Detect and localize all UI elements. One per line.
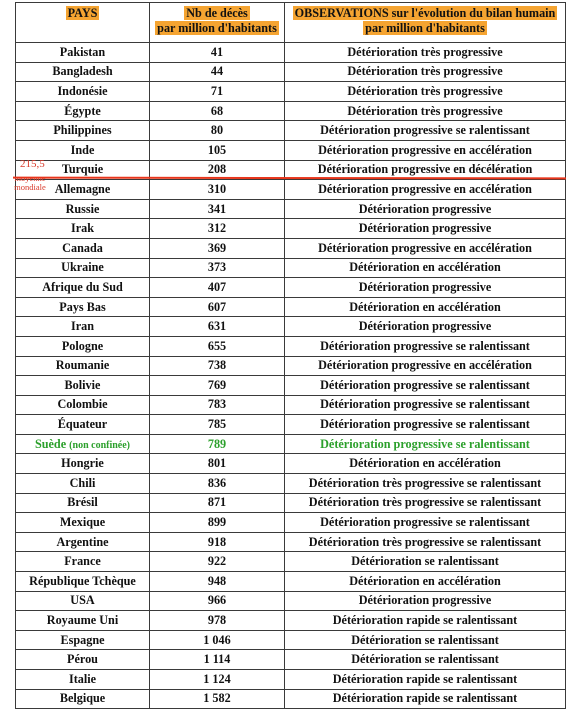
- deaths-cell: 978: [150, 611, 285, 631]
- deaths-cell: 407: [150, 278, 285, 298]
- world-average-value: 215,5: [20, 158, 45, 170]
- country-name: Colombie: [57, 397, 108, 412]
- table-row: [16, 140, 566, 160]
- deaths-cell: 769: [150, 376, 285, 396]
- table-row: [16, 611, 566, 631]
- country-name: Roumanie: [55, 358, 110, 373]
- header-obs-line2: par million d'habitants: [365, 21, 485, 35]
- country-name: Équateur: [57, 417, 108, 432]
- country-name: Espagne: [60, 632, 105, 647]
- country-cell: [16, 395, 150, 415]
- country-cell: [16, 258, 150, 278]
- deaths-cell: 1 114: [150, 650, 285, 670]
- table-row: [16, 670, 566, 690]
- deaths-cell: 871: [150, 493, 285, 513]
- observation-cell: Détérioration progressive en accélération: [285, 140, 566, 160]
- table-row: [16, 434, 566, 454]
- country-cell: [16, 356, 150, 376]
- observation-cell: Détérioration progressive se ralentissant: [285, 336, 566, 356]
- country-cell: [16, 199, 150, 219]
- deaths-cell: 71: [150, 82, 285, 102]
- country-name: Suède: [34, 436, 67, 451]
- country-cell: [16, 591, 150, 611]
- table-row: [16, 630, 566, 650]
- observation-cell: Détérioration progressive: [285, 219, 566, 239]
- table-row: [16, 513, 566, 533]
- country-name: Afrique du Sud: [42, 279, 123, 294]
- deaths-cell: 1 582: [150, 689, 285, 709]
- country-name: Pays Bas: [59, 299, 106, 314]
- country-name: Indonésie: [57, 83, 108, 98]
- country-cell: [16, 513, 150, 533]
- observation-cell: Détérioration en accélération: [285, 572, 566, 592]
- country-name: Pakistan: [59, 44, 106, 59]
- deaths-cell: 785: [150, 415, 285, 435]
- header-deaths-line2: par million d'habitants: [157, 21, 277, 35]
- deaths-cell: 738: [150, 356, 285, 376]
- deaths-cell: 208: [150, 160, 285, 180]
- observation-cell: Détérioration progressive: [285, 278, 566, 298]
- country-name: Bangladesh: [52, 64, 113, 79]
- country-name: Canada: [62, 240, 103, 255]
- observation-cell: Détérioration progressive: [285, 317, 566, 337]
- deaths-cell: 801: [150, 454, 285, 474]
- country-cell: [16, 493, 150, 513]
- deaths-cell: 948: [150, 572, 285, 592]
- country-cell: [16, 689, 150, 709]
- table-row: [16, 552, 566, 572]
- observation-cell: Détérioration progressive en décélération: [285, 160, 566, 180]
- observation-cell: Détérioration progressive se ralentissant: [285, 376, 566, 396]
- country-name: Allemagne: [54, 181, 111, 196]
- country-name: Irak: [70, 221, 95, 236]
- observation-cell: Détérioration en accélération: [285, 454, 566, 474]
- table-row: [16, 356, 566, 376]
- observation-cell: Détérioration progressive se ralentissant: [285, 415, 566, 435]
- deaths-table: [15, 2, 566, 709]
- country-cell: [16, 278, 150, 298]
- table-body: [16, 43, 566, 709]
- country-name: USA: [70, 593, 95, 608]
- country-name: Philippines: [53, 123, 112, 138]
- observation-cell: Détérioration très progressive: [285, 43, 566, 63]
- deaths-cell: 631: [150, 317, 285, 337]
- country-cell: [16, 611, 150, 631]
- country-cell: [16, 434, 150, 454]
- deaths-cell: 68: [150, 101, 285, 121]
- country-name: Russie: [65, 201, 100, 216]
- country-cell: [16, 82, 150, 102]
- table-row: [16, 591, 566, 611]
- deaths-cell: 341: [150, 199, 285, 219]
- table-row: [16, 297, 566, 317]
- table-row: [16, 199, 566, 219]
- table-row: [16, 493, 566, 513]
- table-row: [16, 336, 566, 356]
- country-name: Royaume Uni: [46, 613, 119, 628]
- table-row: [16, 82, 566, 102]
- deaths-cell: 41: [150, 43, 285, 63]
- table-row: [16, 395, 566, 415]
- observation-cell: Détérioration se ralentissant: [285, 552, 566, 572]
- table-row: [16, 317, 566, 337]
- deaths-cell: 918: [150, 532, 285, 552]
- header-obs-line1: OBSERVATIONS sur l'évolution du bilan humain: [294, 6, 556, 20]
- deaths-cell: 1 046: [150, 630, 285, 650]
- country-cell: [16, 474, 150, 494]
- observation-cell: Détérioration très progressive: [285, 82, 566, 102]
- header-deaths-line1: Nb de décès: [186, 6, 248, 20]
- deaths-cell: 44: [150, 62, 285, 82]
- observation-cell: Détérioration se ralentissant: [285, 650, 566, 670]
- world-average-label-line2: mondiale: [14, 182, 46, 192]
- country-cell: [16, 454, 150, 474]
- country-name: Mexique: [59, 515, 106, 530]
- country-name: Brésil: [67, 495, 98, 510]
- deaths-cell: 373: [150, 258, 285, 278]
- deaths-cell: 783: [150, 395, 285, 415]
- deaths-cell: 922: [150, 552, 285, 572]
- country-cell: [16, 650, 150, 670]
- table-row: [16, 454, 566, 474]
- country-cell: [16, 238, 150, 258]
- observation-cell: Détérioration progressive: [285, 591, 566, 611]
- deaths-cell: 607: [150, 297, 285, 317]
- observation-cell: Détérioration très progressive: [285, 62, 566, 82]
- observation-cell: Détérioration progressive se ralentissant: [285, 513, 566, 533]
- country-cell: [16, 43, 150, 63]
- country-cell: [16, 630, 150, 650]
- table-row: [16, 219, 566, 239]
- table-row: [16, 180, 566, 200]
- table-row: [16, 376, 566, 396]
- deaths-cell: 80: [150, 121, 285, 141]
- table-row: [16, 43, 566, 63]
- country-cell: [16, 62, 150, 82]
- deaths-cell: 105: [150, 140, 285, 160]
- table-row: [16, 532, 566, 552]
- table-row: [16, 278, 566, 298]
- country-name: Argentine: [56, 534, 109, 549]
- header-deaths: [150, 3, 285, 43]
- deaths-cell: 966: [150, 591, 285, 611]
- table-row: [16, 650, 566, 670]
- observation-cell: Détérioration très progressive se ralentissant: [285, 532, 566, 552]
- country-name: Ukraine: [61, 260, 104, 275]
- deaths-cell: 655: [150, 336, 285, 356]
- country-name: Chili: [69, 475, 96, 490]
- country-name: Italie: [68, 671, 97, 686]
- observation-cell: Détérioration très progressive: [285, 101, 566, 121]
- observation-cell: Détérioration progressive en accélération: [285, 238, 566, 258]
- table-row: [16, 258, 566, 278]
- country-name: Hongrie: [61, 456, 104, 471]
- country-name: Belgique: [59, 691, 106, 706]
- observation-cell: Détérioration très progressive se ralentissant: [285, 493, 566, 513]
- country-cell: [16, 376, 150, 396]
- deaths-cell: 836: [150, 474, 285, 494]
- table-row: [16, 238, 566, 258]
- observation-cell: Détérioration progressive en accélération: [285, 180, 566, 200]
- observation-cell: Détérioration progressive se ralentissant: [285, 395, 566, 415]
- country-name: Pologne: [61, 338, 104, 353]
- country-cell: [16, 670, 150, 690]
- table-row: [16, 572, 566, 592]
- observation-cell: Détérioration rapide se ralentissant: [285, 689, 566, 709]
- observation-cell: Détérioration progressive se ralentissant: [285, 434, 566, 454]
- deaths-cell: 899: [150, 513, 285, 533]
- header-row: [16, 3, 566, 43]
- table-row: [16, 101, 566, 121]
- observation-cell: Détérioration progressive: [285, 199, 566, 219]
- observation-cell: Détérioration en accélération: [285, 297, 566, 317]
- country-name: Iran: [70, 319, 95, 334]
- table-row: [16, 62, 566, 82]
- observation-cell: Détérioration rapide se ralentissant: [285, 670, 566, 690]
- observation-cell: Détérioration progressive se ralentissant: [285, 121, 566, 141]
- country-cell: [16, 317, 150, 337]
- header-country-label: PAYS: [67, 6, 98, 20]
- deaths-cell: 369: [150, 238, 285, 258]
- observation-cell: Détérioration se ralentissant: [285, 630, 566, 650]
- country-cell: [16, 415, 150, 435]
- country-cell: [16, 336, 150, 356]
- country-cell: [16, 101, 150, 121]
- deaths-cell: 310: [150, 180, 285, 200]
- country-cell: [16, 532, 150, 552]
- country-name: Pérou: [67, 652, 98, 667]
- country-cell: [16, 121, 150, 141]
- country-cell: [16, 572, 150, 592]
- country-name: Inde: [70, 142, 95, 157]
- country-cell: [16, 552, 150, 572]
- country-cell: [16, 297, 150, 317]
- country-name: Turquie: [61, 162, 104, 177]
- observation-cell: Détérioration progressive en accélération: [285, 356, 566, 376]
- deaths-cell: 312: [150, 219, 285, 239]
- observation-cell: Détérioration en accélération: [285, 258, 566, 278]
- table-row: [16, 121, 566, 141]
- observation-cell: Détérioration très progressive se ralentissant: [285, 474, 566, 494]
- country-name: Égypte: [64, 103, 101, 118]
- country-note: (non confinée): [69, 439, 131, 451]
- observation-cell: Détérioration rapide se ralentissant: [285, 611, 566, 631]
- country-name: République Tchèque: [29, 573, 136, 588]
- deaths-cell: 1 124: [150, 670, 285, 690]
- table-row: [16, 689, 566, 709]
- header-country: [16, 3, 150, 43]
- table-row: [16, 474, 566, 494]
- deaths-cell: 789: [150, 434, 285, 454]
- header-observations: [285, 3, 566, 43]
- country-name: Bolivie: [64, 377, 101, 392]
- table-row: [16, 415, 566, 435]
- country-cell: [16, 219, 150, 239]
- country-name: France: [64, 554, 101, 569]
